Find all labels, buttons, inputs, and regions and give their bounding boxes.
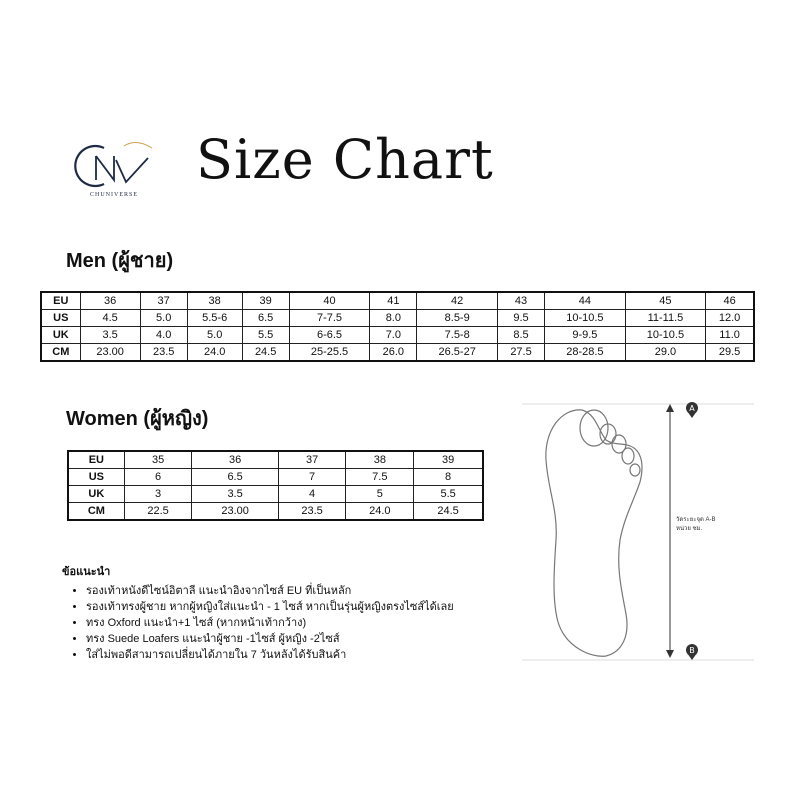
row-label: UK (41, 327, 80, 344)
table-cell: 3.5 (80, 327, 140, 344)
table-cell: 27.5 (497, 344, 544, 362)
table-cell: 38 (346, 451, 414, 469)
table-cell: 4.0 (140, 327, 187, 344)
brand-logo (74, 140, 158, 204)
table-cell: 40 (289, 292, 370, 310)
row-label: CM (68, 503, 124, 521)
men-size-table (40, 291, 755, 362)
table-cell: 6.5 (242, 310, 289, 327)
table-cell: 24.5 (414, 503, 483, 521)
table-cell: 11.0 (706, 327, 754, 344)
table-cell: 23.00 (192, 503, 278, 521)
table-cell: 44 (545, 292, 626, 310)
men-row-eu (41, 292, 754, 310)
table-cell: 5.5 (242, 327, 289, 344)
table-cell: 9.5 (497, 310, 544, 327)
row-label: UK (68, 486, 124, 503)
table-cell: 5.5 (414, 486, 483, 503)
table-cell: 7.5 (346, 469, 414, 486)
table-cell: 7 (278, 469, 346, 486)
point-a-label: A (689, 404, 695, 413)
table-cell: 6.5 (192, 469, 278, 486)
table-cell: 39 (242, 292, 289, 310)
women-row-cm (68, 503, 483, 521)
table-cell: 42 (417, 292, 498, 310)
table-cell: 11-11.5 (625, 310, 706, 327)
list-item: • ใส่ไม่พอดีสามารถเปลี่ยนได้ภายใน 7 วันหลังได้รับสินค้า (86, 647, 454, 663)
row-label: US (68, 469, 124, 486)
table-cell: 3 (124, 486, 192, 503)
measure-note (676, 516, 716, 534)
recommendations (62, 562, 454, 663)
table-cell: 37 (140, 292, 187, 310)
table-cell: 26.5-27 (417, 344, 498, 362)
table-cell: 37 (278, 451, 346, 469)
table-cell: 25-25.5 (289, 344, 370, 362)
table-cell: 8.5 (497, 327, 544, 344)
table-cell: 3.5 (192, 486, 278, 503)
women-heading: Women (ผู้หญิง) (66, 408, 209, 430)
table-cell: 22.5 (124, 503, 192, 521)
table-cell: 23.5 (278, 503, 346, 521)
table-cell: 5.0 (187, 327, 242, 344)
men-row-us (41, 310, 754, 327)
table-cell: 5.5-6 (187, 310, 242, 327)
table-cell: 38 (187, 292, 242, 310)
table-cell: 10-10.5 (545, 310, 626, 327)
table-cell: 24.0 (346, 503, 414, 521)
brand-name: CHUNIVERSE (89, 192, 138, 198)
table-cell: 41 (370, 292, 417, 310)
men-row-uk (41, 327, 754, 344)
table-cell: 39 (414, 451, 483, 469)
table-cell: 4 (278, 486, 346, 503)
table-cell: 7.5-8 (417, 327, 498, 344)
table-cell: 36 (192, 451, 278, 469)
table-cell: 23.00 (80, 344, 140, 362)
men-row-cm (41, 344, 754, 362)
women-size-table (67, 450, 484, 521)
table-cell: 23.5 (140, 344, 187, 362)
table-cell: 8.0 (370, 310, 417, 327)
recommendations-list (62, 583, 454, 663)
table-cell: 45 (625, 292, 706, 310)
table-cell: 46 (706, 292, 754, 310)
table-cell: 10-10.5 (625, 327, 706, 344)
table-cell: 12.0 (706, 310, 754, 327)
women-row-eu (68, 451, 483, 469)
table-cell: 24.5 (242, 344, 289, 362)
table-cell: 36 (80, 292, 140, 310)
foot-outline-icon (522, 400, 754, 672)
table-cell: 5 (346, 486, 414, 503)
list-item: • ทรง Suede Loafers แนะนำผู้ชาย -1ไซส์ ผู้หญิง -2ไซส์ (86, 631, 454, 647)
recommendations-heading: ข้อแนะนำ (62, 566, 111, 578)
table-cell: 8 (414, 469, 483, 486)
table-cell: 7.0 (370, 327, 417, 344)
men-heading: Men (ผู้ชาย) (66, 250, 174, 272)
foot-diagram (522, 400, 754, 672)
table-cell: 6 (124, 469, 192, 486)
table-cell: 6-6.5 (289, 327, 370, 344)
list-item: • ทรง Oxford แนะนำ+1 ไซส์ (หากหน้าเท้ากว้าง) (86, 615, 454, 631)
row-label: CM (41, 344, 80, 362)
measure-note-line1: วัดระยะจุด A-B (676, 517, 716, 523)
list-item: • รองเท้าหนังดีไซน์อิตาลี แนะนำอิงจากไซส์ EU ที่เป็นหลัก (86, 583, 454, 599)
table-cell: 35 (124, 451, 192, 469)
women-row-us (68, 469, 483, 486)
row-label: EU (68, 451, 124, 469)
table-cell: 29.5 (706, 344, 754, 362)
logo-monogram-icon (74, 140, 158, 192)
measure-note-line2: หน่วย ซม. (676, 526, 703, 532)
table-cell: 5.0 (140, 310, 187, 327)
women-row-uk (68, 486, 483, 503)
point-b-label: B (689, 646, 695, 655)
list-item: • รองเท้าทรงผู้ชาย หากผู้หญิงใส่แนะนำ - 1 ไซส์ หากเป็นรุ่นผู้หญิงตรงไซส์ได้เลย (86, 599, 454, 615)
table-cell: 43 (497, 292, 544, 310)
page-title: Size Chart (196, 128, 494, 191)
table-cell: 29.0 (625, 344, 706, 362)
table-cell: 4.5 (80, 310, 140, 327)
table-cell: 24.0 (187, 344, 242, 362)
row-label: EU (41, 292, 80, 310)
table-cell: 8.5-9 (417, 310, 498, 327)
row-label: US (41, 310, 80, 327)
table-cell: 28-28.5 (545, 344, 626, 362)
table-cell: 26.0 (370, 344, 417, 362)
table-cell: 7-7.5 (289, 310, 370, 327)
table-cell: 9-9.5 (545, 327, 626, 344)
